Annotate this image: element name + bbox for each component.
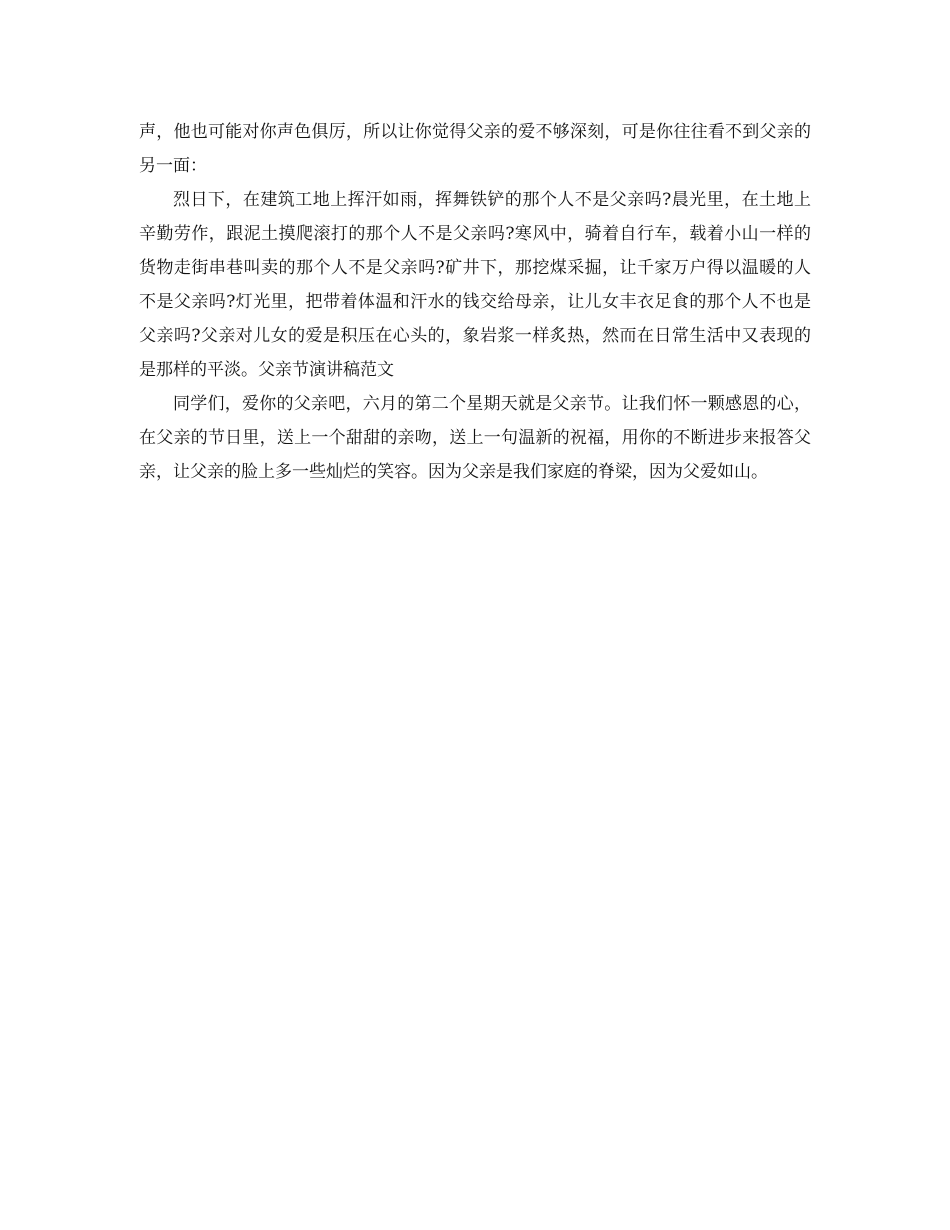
paragraph-father-labor: 烈日下，在建筑工地上挥汗如雨，挥舞铁铲的那个人不是父亲吗?晨光里，在土地上辛勤劳作，跟泥土摸爬滚打的那个人不是父亲吗?寒风中，骑着自行车，载着小山一样的货物走街串巷叫卖的那个人不是父亲吗?矿井下，那挖煤采掘，让千家万户得以温暖的人不是父亲吗?灯光里，把带着体温和汗水的钱交给母亲，让儿女丰衣足食的那个人不也是父亲吗?父亲对儿女的爱是积压在心头的，象岩浆一样炙热，然而在日常生活中又表现的是那样的平淡。父亲节演讲稿范文	[139, 190, 811, 380]
document-body	[139, 115, 811, 489]
paragraph-fathers-day: 同学们，爱你的父亲吧，六月的第二个星期天就是父亲节。让我们怀一颗感恩的心，在父亲的节日里，送上一个甜甜的亲吻，送上一句温新的祝福，用你的不断进步来报答父亲，让父亲的脸上多一些灿烂的笑容。因为父亲是我们家庭的脊梁，因为父爱如山。	[139, 394, 811, 482]
paragraph-continuation: 声，他也可能对你声色俱厉，所以让你觉得父亲的爱不够深刻，可是你往往看不到父亲的另一面：	[139, 122, 811, 176]
